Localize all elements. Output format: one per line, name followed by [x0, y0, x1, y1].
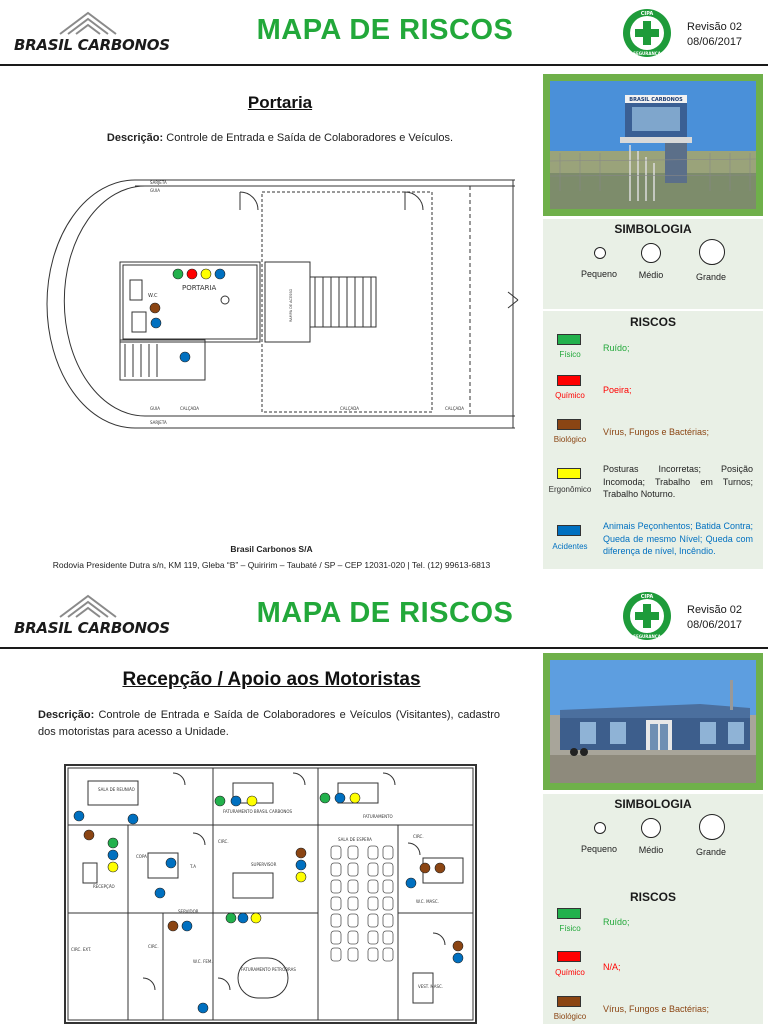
risk-label-biologico: Biológico	[553, 435, 587, 444]
risk-label-acidentes: Acidentes	[552, 542, 588, 551]
risk-marker-ergonomico	[201, 269, 211, 279]
plan-label-sala-espera: SALA DE ESPERA	[338, 837, 372, 842]
risk-label-fisico: Físico	[559, 350, 581, 359]
logo-text: BRASIL CARBONOS	[14, 36, 170, 54]
revision-number: Revisão 02	[687, 21, 743, 33]
plan-label-servidor: SERVIDOR	[178, 909, 199, 914]
revision-info	[687, 603, 742, 633]
section-description	[38, 707, 500, 741]
risk-marker-acidentes	[296, 860, 306, 870]
symbol-small-circle	[594, 822, 606, 834]
plan-label-supervisor: SUPERVISOR	[251, 862, 277, 867]
plan-label-ta: T.A	[190, 864, 196, 869]
page-header	[0, 583, 768, 649]
plan-label-sarjeta-top: SARJETA	[150, 180, 167, 185]
risk-text-biologico: Vírus, Fungos e Bactérias;	[603, 1004, 710, 1014]
risk-swatch-fisico	[557, 908, 581, 919]
company-logo	[14, 10, 170, 56]
risk-marker-acidentes	[128, 814, 138, 824]
floor-plan-recepcao	[63, 763, 478, 1024]
page-recepcao	[0, 580, 768, 1024]
simbologia-panel	[543, 794, 763, 886]
cipa-top-text: CIPA	[640, 594, 654, 600]
risk-text-quimico: N/A;	[603, 962, 621, 972]
risk-swatch-quimico	[557, 951, 581, 962]
description-label: Descrição:	[38, 709, 95, 721]
section-description	[0, 130, 560, 147]
risk-marker-quimico	[187, 269, 197, 279]
symbol-medium-circle	[641, 243, 661, 263]
risk-marker-fisico	[173, 269, 183, 279]
site-photo	[550, 660, 756, 783]
riscos-title: RISCOS	[629, 315, 676, 329]
symbol-small-circle	[594, 247, 606, 259]
symbol-large-label: Grande	[695, 272, 727, 282]
description-text: Controle de Entrada e Saída de Colaboradores e Veículos.	[166, 132, 454, 144]
risk-marker-ergonomico	[108, 862, 118, 872]
symbol-large-circle	[699, 814, 725, 840]
risk-label-biologico: Biológico	[553, 1012, 587, 1021]
risk-markers	[150, 269, 225, 362]
footer-company	[0, 541, 543, 557]
risk-marker-biologico	[84, 830, 94, 840]
plan-label-copa: COPA	[136, 854, 147, 859]
risk-marker-acidentes	[182, 921, 192, 931]
risk-markers	[74, 793, 463, 1013]
risk-marker-acidentes	[180, 352, 190, 362]
risk-marker-acidentes	[406, 878, 416, 888]
risk-text-fisico: Ruído;	[603, 343, 630, 353]
plan-label-portaria: PORTARIA	[182, 284, 217, 292]
plan-label-calcada-1: CALÇADA	[180, 406, 200, 411]
risk-marker-fisico	[226, 913, 236, 923]
riscos-title: RISCOS	[629, 890, 676, 904]
cipa-bottom-text: SEGURANÇA	[633, 51, 661, 56]
symbol-medium-label: Médio	[638, 845, 664, 855]
risk-marker-ergonomico	[251, 913, 261, 923]
site-photo-frame	[543, 653, 763, 790]
plan-label-faturamento-bc: FATURAMENTO BRASIL CARBONOS	[223, 809, 293, 814]
risk-label-ergonomico: Ergonômico	[548, 485, 592, 494]
risk-swatch-biologico	[557, 419, 581, 430]
section-title: Recepção / Apoio aos Motoristas	[122, 669, 421, 690]
risk-marker-acidentes	[155, 888, 165, 898]
risk-marker-acidentes	[74, 811, 84, 821]
plan-label-guia-top: GUIA	[150, 188, 160, 193]
risk-marker-acidentes	[238, 913, 248, 923]
simbologia-title: SIMBOLOGIA	[614, 797, 692, 811]
cipa-cross-icon	[622, 8, 672, 58]
plan-label-circ-ext: CIRC. EXT.	[71, 947, 92, 952]
roof-logo-icon	[58, 593, 118, 619]
risk-marker-ergonomico	[296, 872, 306, 882]
waiting-chairs	[331, 846, 393, 961]
company-logo	[14, 593, 170, 639]
revision-info	[687, 20, 742, 50]
footer-company-name: Brasil Carbonos S/A	[230, 544, 313, 554]
risk-marker-biologico	[296, 848, 306, 858]
risk-marker-acidentes	[335, 793, 345, 803]
plan-label-vest-masc: VEST. MASC.	[418, 984, 444, 989]
risk-marker-ergonomico	[247, 796, 257, 806]
plan-label-sarjeta-bottom: SARJETA	[150, 420, 167, 425]
revision-date: 08/06/2017	[687, 619, 743, 631]
section-title: Portaria	[247, 93, 313, 112]
description-label: Descrição:	[106, 132, 164, 144]
risk-swatch-acidentes	[557, 525, 581, 536]
page-footer	[0, 541, 543, 573]
revision-date: 08/06/2017	[687, 36, 743, 48]
cipa-top-text: CIPA	[640, 11, 654, 17]
risk-text-ergonomico: Posturas Incorretas; Posição Incomoda; Trabalho em Turnos; Trabalho Noturno.	[603, 464, 753, 499]
risk-swatch-fisico	[557, 334, 581, 345]
floor-plan-portaria	[40, 172, 520, 432]
riscos-panel	[543, 311, 763, 569]
page-title: MAPA DE RISCOS	[256, 14, 514, 46]
plan-label-wc-masc: W.C. MASC.	[416, 899, 439, 904]
revision-number: Revisão 02	[687, 604, 743, 616]
symbol-small-label: Pequeno	[580, 269, 618, 279]
site-photo	[550, 81, 756, 209]
plan-label-faturamento-petrobras: FATURAMENTO PETROBRAS	[241, 967, 296, 972]
risk-marker-biologico	[435, 863, 445, 873]
risk-marker-biologico	[453, 941, 463, 951]
symbol-large-circle	[699, 239, 725, 265]
plan-label-wc-fem: W.C. FEM.	[193, 959, 213, 964]
page-title: MAPA DE RISCOS	[256, 597, 514, 629]
plan-label-calcada-3: CALÇADA	[445, 406, 465, 411]
plan-label-circ-1: CIRC.	[218, 839, 229, 844]
plan-label-wc: W.C	[148, 293, 158, 299]
risk-marker-acidentes	[453, 953, 463, 963]
risk-text-quimico: Poeira;	[603, 385, 632, 395]
risk-swatch-ergonomico	[557, 468, 581, 479]
simbologia-panel	[543, 219, 763, 309]
risk-marker-acidentes	[215, 269, 225, 279]
plan-label-sala-reuniao: SALA DE REUNIÃO	[98, 787, 135, 792]
plan-label-recepcao: RECEPÇÃO	[93, 884, 115, 889]
risk-marker-acidentes	[166, 858, 176, 868]
cipa-cross-icon	[622, 591, 672, 641]
logo-text: BRASIL CARBONOS	[14, 619, 170, 637]
risk-marker-fisico	[320, 793, 330, 803]
simbologia-title: SIMBOLOGIA	[614, 222, 692, 236]
symbol-small-label: Pequeno	[580, 844, 618, 854]
risk-marker-biologico	[420, 863, 430, 873]
photo-sign-text: BRASIL CARBONOS	[629, 97, 683, 103]
risk-text-biologico: Vírus, Fungos e Bactérias;	[603, 427, 710, 437]
risk-marker-acidentes	[151, 318, 161, 328]
description-text: Controle de Entrada e Saída de Colaboradores e Veículos (Visitantes), cadastro dos motoristas para acesso a Unidade.	[38, 709, 500, 738]
risk-label-fisico: Físico	[559, 924, 581, 933]
risk-marker-acidentes	[108, 850, 118, 860]
risk-marker-fisico	[108, 838, 118, 848]
risk-marker-biologico	[150, 303, 160, 313]
symbol-medium-circle	[641, 818, 661, 838]
risk-swatch-quimico	[557, 375, 581, 386]
risk-marker-acidentes	[198, 1003, 208, 1013]
roof-logo-icon	[58, 10, 118, 36]
plan-label-faturamento: FATURAMENTO	[363, 814, 393, 819]
plan-label-rampa: RAMPA DE ACESSO	[289, 288, 293, 322]
risk-label-quimico: Químico	[555, 391, 585, 400]
plan-label-calcada-2: CALÇADA	[340, 406, 360, 411]
risk-marker-fisico	[215, 796, 225, 806]
symbol-medium-label: Médio	[638, 270, 664, 280]
risk-marker-acidentes	[231, 796, 241, 806]
plan-label-guia-bottom: GUIA	[150, 406, 160, 411]
site-photo-frame	[543, 74, 763, 216]
riscos-panel	[543, 886, 763, 1024]
risk-marker-biologico	[168, 921, 178, 931]
cipa-bottom-text: SEGURANÇA	[633, 634, 661, 639]
page-header	[0, 0, 768, 66]
risk-text-acidentes: Animais Peçonhentos; Batida Contra; Queda de mesmo Nível; Queda com diferença de nível, Incêndio.	[603, 521, 753, 556]
plan-label-circ-2: CIRC.	[413, 834, 424, 839]
plan-label-circ-3: CIRC.	[148, 944, 159, 949]
risk-text-fisico: Ruído;	[603, 917, 630, 927]
risk-label-quimico: Químico	[555, 968, 585, 977]
risk-marker-ergonomico	[350, 793, 360, 803]
symbol-large-label: Grande	[695, 847, 727, 857]
footer-address: Rodovia Presidente Dutra s/n, KM 119, Gleba “B” – Quiririm – Taubaté / SP – CEP 12031-020 | Tel. (12) 99613-6813	[52, 560, 491, 570]
risk-swatch-biologico	[557, 996, 581, 1007]
